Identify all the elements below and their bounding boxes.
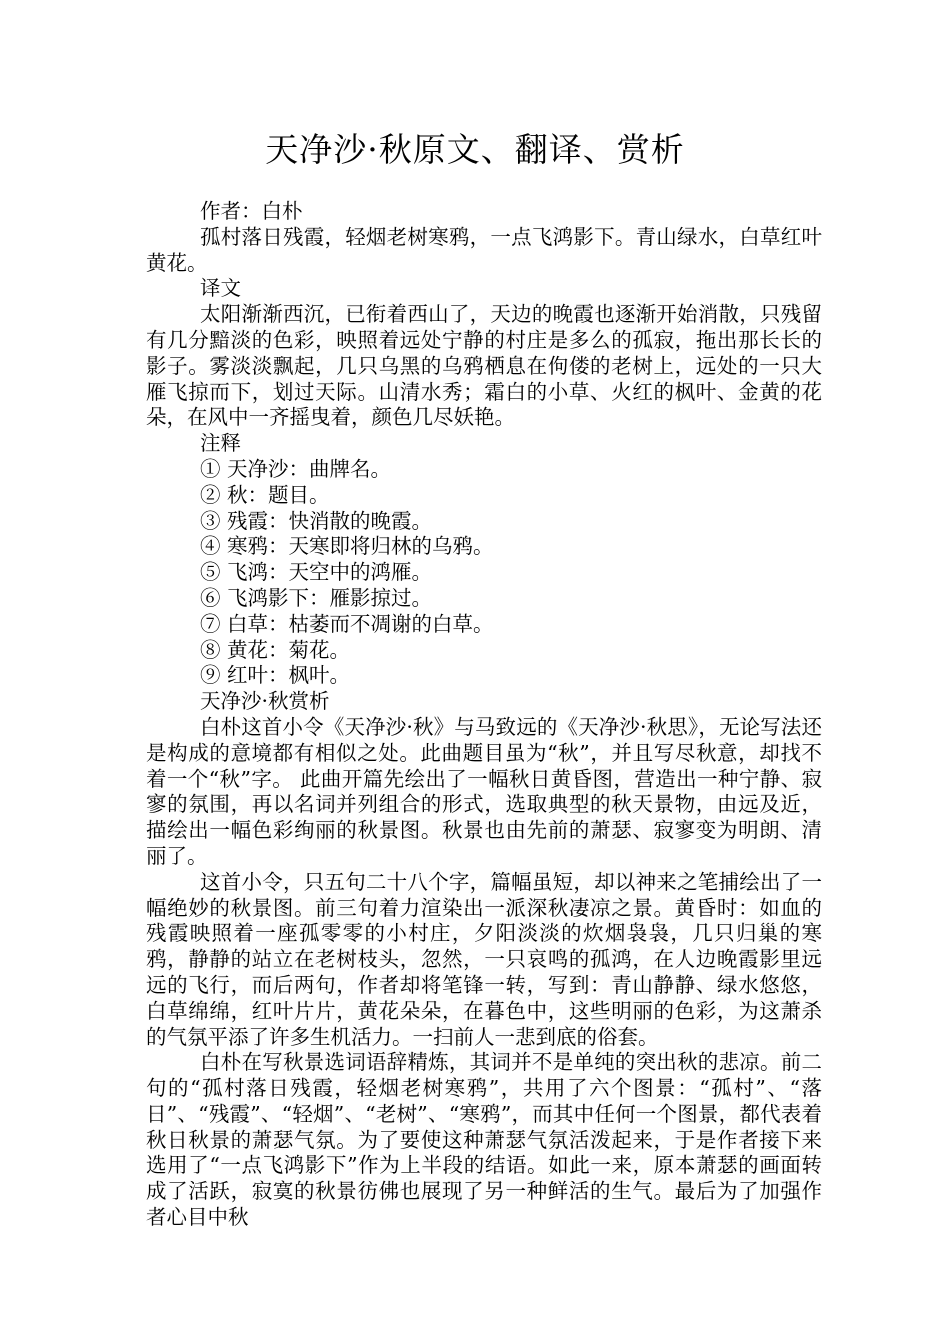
note-item: ⑨ 红叶：枫叶。: [200, 663, 351, 688]
note-item: ⑧ 黄花：菊花。: [200, 637, 351, 662]
author-line: 作者：白朴: [200, 199, 303, 223]
analysis-paragraph: 白朴这首小令《天净沙·秋》与马致远的《天净沙·秋思》，无论写法还是构成的意境都有相似之处。此曲题目虽为“秋”，并且写尽秋意，却找不着一个“秋”字。 此曲开篇先绘出了一幅秋日黄昏图，营造出一种宁静、寂寥的氛围，再以名词并列组合的形式，选取典型的秋天景物，由远及近，描绘出一幅色彩绚丽的秋景图。秋景也由先前的萧瑟、寂寥变为明朗、清丽了。: [146, 714, 822, 868]
translation-heading: 译文: [200, 276, 241, 301]
note-item: ③ 残霞：快消散的晚霞。: [200, 508, 433, 533]
note-item: ④ 寒鸦：天寒即将归林的乌鸦。: [200, 534, 494, 559]
document-body: [146, 199, 822, 1231]
document-title: 天净沙·秋原文、翻译、赏析: [265, 130, 685, 169]
note-item: ① 天净沙：曲牌名。: [200, 456, 392, 481]
note-item: ⑦ 白草：枯萎而不凋谢的白草。: [200, 611, 494, 636]
analysis-paragraph: 这首小令，只五句二十八个字，篇幅虽短，却以神来之笔捕绘出了一幅绝妙的秋景图。前三句着力渲染出一派深秋凄凉之景。黄昏时：如血的残霞映照着一座孤零零的小村庄，夕阳淡淡的炊烟袅袅，几只归巢的寒鸦，静静的站立在老树枝头，忽然，一只哀鸣的孤鸿，在人边晚霞影里远远的飞行，而后两句，作者却将笔锋一转，写到：青山静静、绿水悠悠，白草绵绵，红叶片片，黄花朵朵，在暮色中，这些明丽的色彩，为这萧杀的气氛平添了许多生机活力。一扫前人一悲到底的俗套。: [146, 869, 822, 1049]
note-item: ② 秋：题目。: [200, 482, 330, 507]
note-item: ⑤ 飞鸿：天空中的鸿雁。: [200, 560, 433, 585]
poem-text: 孤村落日残霞，轻烟老树寒鸦，一点飞鸿影下。青山绿水，白草红叶黄花。: [146, 224, 822, 275]
translation-paragraph: 太阳渐渐西沉，已衔着西山了，天边的晚霞也逐渐开始消散，只残留有几分黯淡的色彩，映照着远处宁静的村庄是多么的孤寂，拖出那长长的影子。雾淡淡飘起，几只乌黑的乌鸦栖息在佝偻的老树上，远处的一只大雁飞掠而下，划过天际。山清水秀；霜白的小草、火红的枫叶、金黄的花朵，在风中一齐摇曳着，颜色几尽妖艳。: [146, 302, 822, 430]
analysis-paragraph: 白朴在写秋景选词语辞精炼，其词并不是单纯的突出秋的悲凉。前二句的“孤村落日残霞，轻烟老树寒鸦”，共用了六个图景：“孤村”、“落日”、“残霞”、“轻烟”、“老树”、“寒鸦”，而其中任何一个图景，都代表着秋日秋景的萧瑟气氛。为了要使这种萧瑟气氛活泼起来，于是作者接下来选用了“一点飞鸿影下”作为上半段的结语。如此一来，原本萧瑟的画面转成了活跃，寂寞的秋景彷佛也展现了另一种鲜活的生气。最后为了加强作者心目中秋: [146, 1050, 822, 1230]
analysis-heading: 天净沙·秋赏析: [200, 689, 330, 714]
note-item: ⑥ 飞鸿影下：雁影掠过。: [200, 585, 433, 610]
notes-heading: 注释: [200, 431, 241, 456]
